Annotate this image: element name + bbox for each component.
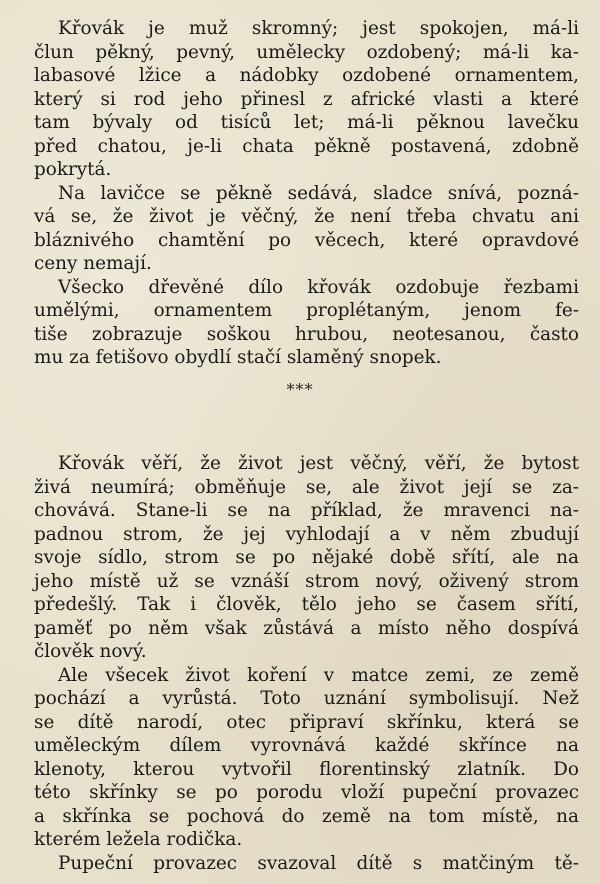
text-line: Křovák je muž skromný; jest spokojen, má-li <box>58 18 579 39</box>
text-line: živá neumírá; obměňuje se, ale život její se za- <box>34 476 579 498</box>
text-line: a skřínka se pochová do země na tom místě, na <box>34 805 579 827</box>
text-line: umělými, ornamentem proplétaným, jenom fe- <box>34 300 579 321</box>
text-line: uměleckým dílem vyrovnává každé skřínce na <box>34 735 579 756</box>
text-line: bláznivého chamtění po věcech, které opravdové <box>34 229 579 251</box>
text-line: pochází a vyrůstá. Toto uznání symbolisují. Než <box>34 688 579 709</box>
text-line: kterém ležela rodička. <box>34 829 243 850</box>
text-line: předešlý. Tak i člověk, tělo jeho se časem sřítí, <box>34 594 579 615</box>
text-line: člověk nový. <box>34 641 147 662</box>
text-line: Všecko dřevěné dílo křovák ozdobuje řezbami <box>58 276 579 298</box>
text-line: Křovák věří, že život jest věčný, věří, že bytost <box>58 453 579 474</box>
text-line: labasové lžice a nádobky ozdobené ornamentem, <box>34 65 579 86</box>
text-line: před chatou, je-li chata pěkně postavená, zdobně <box>34 135 579 157</box>
text-line: ceny nemají. <box>34 253 152 274</box>
text-line: Na lavičce se pěkně sedává, sladce snívá, pozná- <box>58 182 579 204</box>
text-line: svoje sídlo, strom se po nějaké době sřítí, ale na <box>34 547 579 568</box>
text-line: tiše zobrazuje soškou hrubou, neotesanou, často <box>34 323 579 345</box>
text-line: Pupeční provazec svazoval dítě s matčiným tě- <box>58 852 579 874</box>
text-line: se dítě narodí, otec připraví skřínku, která se <box>34 711 579 733</box>
text-line: této skřínky se po porodu vloží pupeční provazec <box>34 782 579 803</box>
text-line: pokrytá. <box>34 159 112 180</box>
text-line: klenoty, kterou vytvořil florentinský zlatník. Do <box>34 758 579 780</box>
section-separator: *** <box>286 380 314 399</box>
text-line: který si rod jeho přinesl z africké vlasti a které <box>34 88 579 110</box>
text-line: mu za fetišovo obydlí stačí slaměný snopek. <box>34 347 442 368</box>
text-line: vá se, že život je věčný, že není třeba chvatu ani <box>34 206 579 227</box>
text-line: člun pěkný, pevný, umělecky ozdobený; má-li ka- <box>34 41 579 63</box>
text-line: padnou strom, že jej vyhlodají a v něm zbudují <box>34 523 579 545</box>
text-line: tam bývaly od tisíců let; má-li pěknou lavečku <box>34 112 579 133</box>
text-line: jeho místě už se vznáší strom nový, oživený strom <box>34 570 579 592</box>
text-line: chovává. Stane-li se na příklad, že mravenci na- <box>34 500 579 521</box>
text-line: paměť po něm však zůstává a místo něho dospívá <box>34 617 579 639</box>
text-line: Ale všecek život koření v matce zemi, ze země <box>58 664 579 686</box>
